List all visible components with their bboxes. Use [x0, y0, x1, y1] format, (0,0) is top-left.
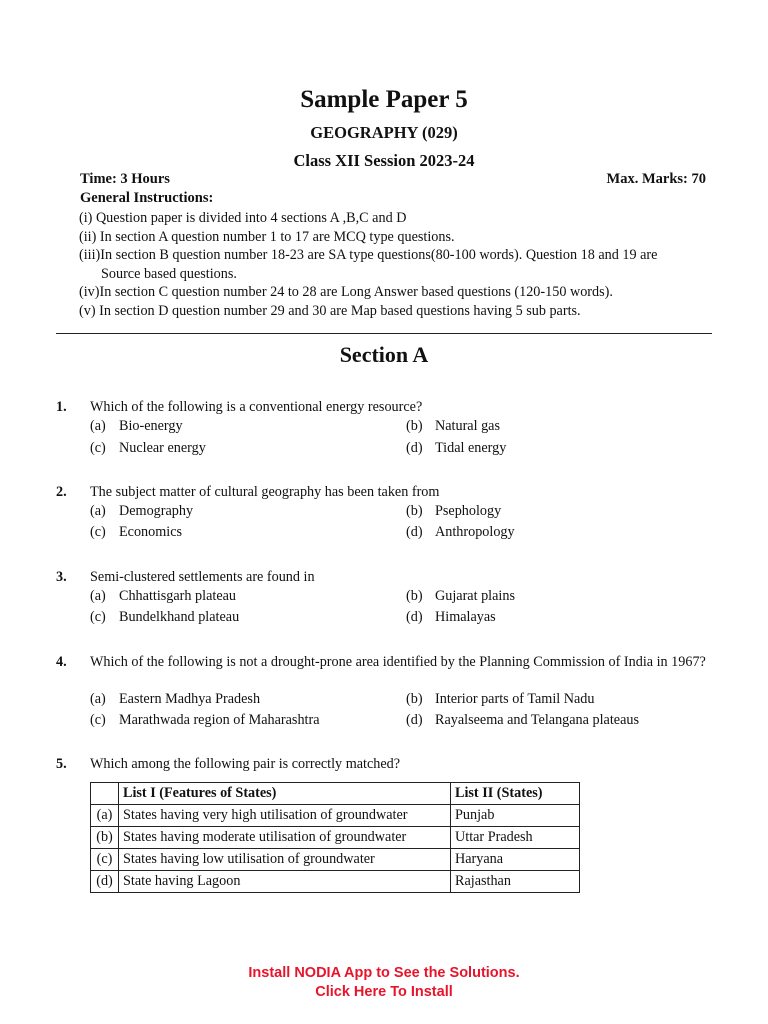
- paper-title: Sample Paper 5: [300, 86, 468, 113]
- class-session: Class XII Session 2023-24: [293, 151, 475, 170]
- instructions-list: [79, 209, 712, 320]
- option-d: (d) Himalayas: [406, 609, 496, 625]
- table-header-cell: List II (States): [451, 783, 580, 805]
- match-table: [90, 782, 580, 893]
- option-c: (c) Bundelkhand plateau: [90, 609, 240, 625]
- option-d: (d) Rayalseema and Telangana plateaus: [406, 712, 639, 728]
- divider: [56, 333, 712, 334]
- instruction-item: Source based questions.: [101, 265, 237, 282]
- question-text: Which of the following is not a drought-prone area identified by the Planning Commission of India in 1967?: [90, 654, 706, 670]
- table-cell: (a): [91, 805, 119, 827]
- table-cell: Punjab: [451, 805, 580, 827]
- table-cell: (c): [91, 849, 119, 871]
- table-cell: States having low utilisation of groundwater: [119, 849, 451, 871]
- table-cell: (b): [91, 827, 119, 849]
- question-number: 5.: [56, 756, 67, 772]
- instruction-item: (iv)In section C question number 24 to 28 are Long Answer based questions (120-150 words).: [79, 284, 613, 300]
- table-header-cell: List I (Features of States): [119, 783, 451, 805]
- option-b: (b) Gujarat plains: [406, 588, 515, 604]
- option-d: (d) Anthropology: [406, 524, 515, 540]
- subject-code: GEOGRAPHY (029): [310, 123, 458, 142]
- instruction-item: (i) Question paper is divided into 4 sections A ,B,C and D: [79, 210, 407, 226]
- table-cell: State having Lagoon: [119, 871, 451, 893]
- table-row: [91, 849, 580, 871]
- table-header-row: [91, 783, 580, 805]
- question-number: 4.: [56, 654, 67, 670]
- table-cell: (d): [91, 871, 119, 893]
- option-a: (a) Demography: [90, 503, 194, 519]
- promo-line-1[interactable]: Install NODIA App to See the Solutions.: [248, 965, 520, 981]
- table-cell: States having very high utilisation of groundwater: [119, 805, 451, 827]
- table-cell: States having moderate utilisation of groundwater: [119, 827, 451, 849]
- instruction-item: (v) In section D question number 29 and 30 are Map based questions having 5 sub parts.: [79, 302, 581, 319]
- option-c: (c) Nuclear energy: [90, 440, 206, 456]
- question-text: The subject matter of cultural geography has been taken from: [90, 484, 440, 500]
- option-c: (c) Marathwada region of Maharashtra: [90, 712, 320, 728]
- question-text: Which of the following is a conventional energy resource?: [90, 399, 423, 415]
- table-row: [91, 827, 580, 849]
- option-a: (a) Chhattisgarh plateau: [90, 588, 237, 604]
- promo-line-2[interactable]: Click Here To Install: [315, 984, 453, 1000]
- option-a: (a) Eastern Madhya Pradesh: [90, 691, 261, 707]
- instruction-item: (ii) In section A question number 1 to 17 are MCQ type questions.: [79, 228, 455, 245]
- table-cell: Haryana: [451, 849, 580, 871]
- question-number: 2.: [56, 484, 67, 500]
- table-cell: Rajasthan: [451, 871, 580, 893]
- section-title: Section A: [339, 342, 429, 367]
- question-text: Semi-clustered settlements are found in: [90, 569, 315, 585]
- question-number: 3.: [56, 569, 67, 585]
- option-b: (b) Interior parts of Tamil Nadu: [406, 691, 595, 707]
- table-row: [91, 805, 580, 827]
- max-marks: Max. Marks: 70: [606, 171, 706, 187]
- question-text: Which among the following pair is correctly matched?: [90, 756, 401, 772]
- instruction-item: (iii)In section B question number 18-23 are SA type questions(80-100 words). Question 18 and 19 are: [79, 247, 658, 263]
- table-header-cell: [91, 783, 119, 805]
- option-b: (b) Natural gas: [406, 418, 501, 434]
- time-allowed: Time: 3 Hours: [80, 171, 170, 187]
- option-b: (b) Psephology: [406, 503, 502, 519]
- table-row: [91, 871, 580, 893]
- general-instructions-label: General Instructions:: [80, 190, 214, 206]
- option-c: (c) Economics: [90, 524, 183, 540]
- question-number: 1.: [56, 399, 67, 415]
- install-app-link[interactable]: [0, 964, 768, 1002]
- option-d: (d) Tidal energy: [406, 440, 507, 456]
- table-cell: Uttar Pradesh: [451, 827, 580, 849]
- option-a: (a) Bio-energy: [90, 418, 183, 434]
